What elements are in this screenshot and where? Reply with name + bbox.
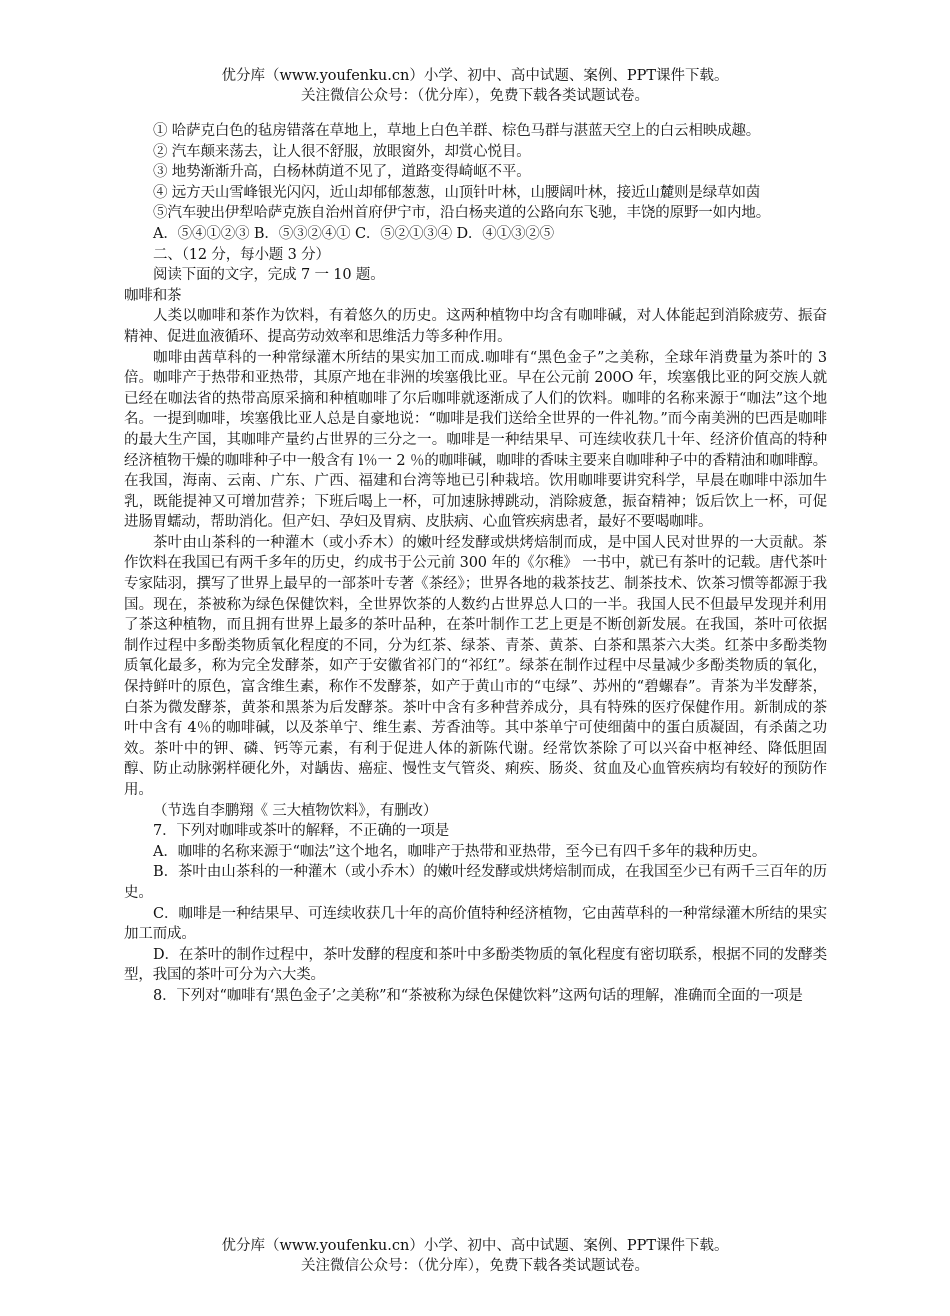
sentence-3: ③ 地势渐渐升高，白杨林荫道不见了，道路变得崎岖不平。 (153, 164, 531, 181)
article-paragraph-3: 茶叶由山茶科的一种灌木（或小乔木）的嫩叶经发酵或烘烤焙制而成，是中国人民对世界的一大贡献。茶作饮料在我国已有两千多年的历史，约成书于公元前 300 年的《尔稚》 一书中，就已有茶叶的记载。唐代茶叶专家陆羽，撰写了世界上最早的一部茶叶专著《茶经》；世界各地的栽茶技艺、制茶技术、饮茶习惯等都源于我国。现在，茶被称为绿色保健饮料，全世界饮茶的人数约占世界总人口的一半。我国人民不但最早发现并利用了茶这种植物，而且拥有世界上最多的茶叶品种，在茶叶制作工艺上更是不断创新发展。在我国，茶叶可依据制作过程中多酚类物质氧化程度的不同，分为红茶、绿茶、青茶、黄茶、白茶和黑茶六大类。红茶中多酚类物质氧化最多，称为完全发酵茶，如产于安徽省祁门的“祁红”。绿茶在制作过程中尽量减少多酚类物质的氧化，保持鲜叶的原色，富含维生素，称作不发酵茶，如产于黄山市的“屯绿”、苏州的“碧螺春”。青茶为半发酵茶，白茶为微发酵茶，黄茶和黑茶为后发酵茶。茶叶中含有多种营养成分，具有特殊的医疗保健作用。新制成的茶叶中含有 4％的咖啡碱，以及茶单宁、维生素、芳香油等。其中茶单宁可使细菌中的蛋白质凝固，有杀菌之功效。茶叶中的钾、磷、钙等元素，有利于促进人体的新陈代谢。经常饮茶除了可以兴奋中枢神经、降低胆固醇、防止动脉粥样硬化外，对龋齿、癌症、慢性支气管炎、痢疾、肠炎、贫血及心血管疾病均有较好的预防作用。 (124, 534, 827, 798)
q7-option-c: C．咖啡是一种结果早、可连续收获几十年的高价值特种经济植物，它由茜草科的一种常绿灌木所结的果实加工而成。 (124, 905, 827, 943)
footer-line-2: 关注微信公众号：（优分库），免费下载各类试题试卷。 (301, 1258, 649, 1274)
q8-stem: 8．下列对“咖啡有‘黑色金子’之美称”和“茶被称为绿色保健饮料”这两句话的理解，准确而全面的一项是 (153, 987, 803, 1004)
q7-stem: 7．下列对咖啡或茶叶的解释，不正确的一项是 (153, 823, 450, 840)
article-paragraph-2: 咖啡由茜草科的一种常绿灌木所结的果实加工而成.咖啡有“黑色金子”之美称，全球年消费量为茶叶的 3 倍。咖啡产于热带和亚热带，其原产地在非洲的埃塞俄比亚。早在公元前 200O 年，埃塞俄比亚的阿交族人就已经在咖法省的热带高原采摘和种植咖啡了尔后咖啡就逐渐成了人们的饮料。咖啡的名称来源于“咖法”这个地名。一提到咖啡，埃塞俄比亚人总是自豪地说：“咖啡是我们送给全世界的一件礼物。”而今南美洲的巴西是咖啡的最大生产国，其咖啡产量约占世界的三分之一。咖啡是一种结果早、可连续收获几十年、经济价值高的特种经济植物干燥的咖啡种子中一般含有 l％一 2 ％的咖啡碱，咖啡的香味主要来自咖啡种子中的香精油和咖啡醇。在我国，海南、云南、广东、广西、福建和台湾等地已引种栽培。饮用咖啡要讲究科学，早晨在咖啡中添加牛乳，既能提神又可增加营养；下班后喝上一杯，可加速脉搏跳动，消除疲惫，振奋精神；饭后饮上一杯，可促进肠胃蠕动，帮助消化。但产妇、孕妇及胃病、皮肤病、心血管疾病患者，最好不要喝咖啡。 (124, 349, 827, 531)
page-content (124, 121, 827, 1007)
q7-option-d: D．在茶叶的制作过程中，茶叶发酵的程度和茶叶中多酚类物质的氧化程度有密切联系，根据不同的发酵类型，我国的茶叶可分为六大类。 (124, 946, 827, 984)
q7-option-a: A．咖啡的名称来源于“咖法”这个地名，咖啡产于热带和亚热带，至今已有四千多年的栽种历史。 (153, 843, 767, 860)
sentence-5: ⑤汽车驶出伊犁哈萨克族自治州首府伊宁市，沿白杨夹道的公路向东飞驰，丰饶的原野一如内地。 (153, 205, 771, 222)
section-instruction: 阅读下面的文字，完成 7 一 10 题。 (153, 267, 385, 284)
header-line-1: 优分库（www.youfenku.cn）小学、初中、高中试题、案例、PPT课件下载。 (221, 68, 729, 84)
article-source: （节选自李鹏翔《 三大植物饮料》，有删改） (153, 802, 438, 819)
sentence-1: ① 哈萨克白色的毡房错落在草地上，草地上白色羊群、棕色马群与湛蓝天空上的白云相映成趣。 (153, 123, 761, 139)
sentence-4: ④ 远方天山雪峰银光闪闪，近山却郁郁葱葱，山顶针叶林，山腰阔叶林，接近山麓则是绿草如茵 (153, 184, 761, 201)
page-footer (0, 1236, 950, 1276)
q6-options: A．⑤④①②③ B．⑤③②④① C．⑤②①③④ D．④①③②⑤ (153, 225, 555, 242)
page-header (0, 66, 950, 106)
footer-line-1: 优分库（www.youfenku.cn）小学、初中、高中试题、案例、PPT课件下载。 (221, 1238, 729, 1254)
article-paragraph-1: 人类以咖啡和茶作为饮料，有着悠久的历史。这两种植物中均含有咖啡碱，对人体能起到消除疲劳、振奋精神、促进血液循环、提高劳动效率和思维活力等多种作用。 (124, 308, 827, 345)
article-title: 咖啡和茶 (124, 287, 182, 304)
header-line-2: 关注微信公众号：（优分库），免费下载各类试题试卷。 (301, 88, 649, 104)
section-heading: 二、（12 分，每小题 3 分） (153, 246, 330, 263)
sentence-2: ② 汽车颠来荡去，让人很不舒服，放眼窗外，却赏心悦目。 (153, 143, 531, 160)
q7-option-b: B．茶叶由山茶科的一种灌木（或小乔木）的嫩叶经发酵或烘烤焙制而成，在我国至少已有两千三百年的历史。 (124, 864, 827, 901)
